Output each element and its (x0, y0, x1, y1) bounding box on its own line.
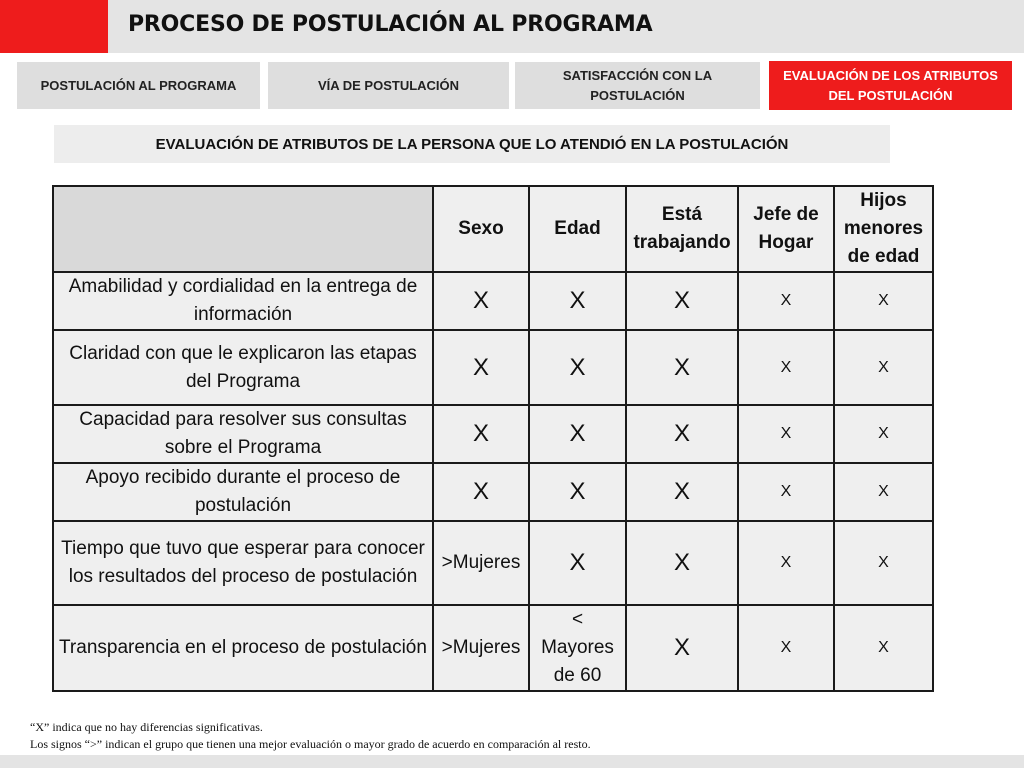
table-row (53, 272, 933, 330)
cell-edad: X (529, 521, 626, 605)
cell-sexo: >Mujeres (433, 605, 529, 691)
cell-edad: X (529, 272, 626, 330)
cell-jefe-de-hogar: X (738, 330, 834, 405)
cell-edad: X (529, 463, 626, 521)
table-row (53, 463, 933, 521)
cell-esta-trabajando: X (626, 521, 738, 605)
row-label: Amabilidad y cordialidad en la entrega de información (53, 272, 433, 330)
cell-hijos-menores: X (834, 605, 933, 691)
column-header-hijos-menores: Hijos menores de edad (834, 186, 933, 272)
cell-sexo: X (433, 330, 529, 405)
row-label: Apoyo recibido durante el proceso de postulación (53, 463, 433, 521)
table-row (53, 405, 933, 463)
cell-hijos-menores: X (834, 463, 933, 521)
tab-postulacion-al-programa[interactable]: POSTULACIÓN AL PROGRAMA (17, 62, 260, 109)
cell-esta-trabajando: X (626, 405, 738, 463)
page-title: PROCESO DE POSTULACIÓN AL PROGRAMA (128, 12, 653, 37)
cell-jefe-de-hogar: X (738, 405, 834, 463)
cell-esta-trabajando: X (626, 272, 738, 330)
cell-jefe-de-hogar: X (738, 605, 834, 691)
cell-edad: X (529, 405, 626, 463)
column-header-sexo: Sexo (433, 186, 529, 272)
cell-esta-trabajando: X (626, 463, 738, 521)
cell-esta-trabajando: X (626, 330, 738, 405)
tab-satisfaccion-con-la-postulacion[interactable]: SATISFACCIÓN CON LA POSTULACIÓN (515, 62, 760, 109)
cell-edad: X (529, 330, 626, 405)
table-row (53, 605, 933, 691)
cell-jefe-de-hogar: X (738, 521, 834, 605)
cell-sexo: X (433, 463, 529, 521)
column-header-jefe-de-hogar: Jefe de Hogar (738, 186, 834, 272)
footnote-x-meaning: “X” indica que no hay diferencias significativas. (30, 720, 263, 734)
tab-via-de-postulacion[interactable]: VÍA DE POSTULACIÓN (268, 62, 509, 109)
footnotes (30, 719, 591, 753)
tab-evaluacion-de-atributos[interactable]: EVALUACIÓN DE LOS ATRIBUTOS DEL POSTULACIÓN (769, 61, 1012, 110)
cell-sexo: X (433, 405, 529, 463)
cell-hijos-menores: X (834, 272, 933, 330)
row-label: Claridad con que le explicaron las etapas del Programa (53, 330, 433, 405)
row-label: Capacidad para resolver sus consultas sobre el Programa (53, 405, 433, 463)
table-row (53, 330, 933, 405)
table-row (53, 521, 933, 605)
bottom-bar (0, 755, 1024, 768)
footnote-signs-meaning: Los signos “>” indican el grupo que tienen una mejor evaluación o mayor grado de acuerdo en comparación al resto. (30, 737, 591, 751)
cell-hijos-menores: X (834, 405, 933, 463)
cell-hijos-menores: X (834, 521, 933, 605)
header-accent-block (0, 0, 108, 53)
column-header-edad: Edad (529, 186, 626, 272)
cell-jefe-de-hogar: X (738, 463, 834, 521)
cell-edad: < Mayores de 60 (529, 605, 626, 691)
column-header-esta-trabajando: Está trabajando (626, 186, 738, 272)
row-label: Transparencia en el proceso de postulación (53, 605, 433, 691)
cell-sexo: X (433, 272, 529, 330)
row-label: Tiempo que tuvo que esperar para conocer los resultados del proceso de postulación (53, 521, 433, 605)
cell-jefe-de-hogar: X (738, 272, 834, 330)
cell-esta-trabajando: X (626, 605, 738, 691)
table-corner-cell (53, 186, 433, 272)
section-subtitle: EVALUACIÓN DE ATRIBUTOS DE LA PERSONA QUE LO ATENDIÓ EN LA POSTULACIÓN (54, 125, 890, 163)
table-header-row (53, 186, 933, 272)
cell-sexo: >Mujeres (433, 521, 529, 605)
attributes-table (52, 185, 934, 692)
cell-hijos-menores: X (834, 330, 933, 405)
